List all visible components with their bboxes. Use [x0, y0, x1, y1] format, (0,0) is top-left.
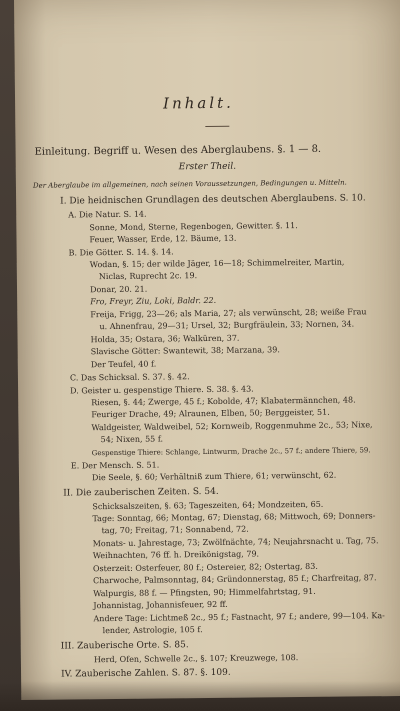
toc-entry: Holda, 35; Ostara, 36; Walküren, 37.	[90, 333, 240, 345]
toc-subsection-e: E. Der Mensch. S. 51.	[70, 460, 160, 471]
toc-entry: Feuer, Wasser, Erde, 12. Bäume, 13.	[89, 233, 237, 245]
toc-entry: Tage: Sonntag, 66; Montag, 67; Dienstag, 68; Mittwoch, 69; Donners-	[92, 511, 376, 524]
book-page	[14, 0, 400, 700]
toc-entry: Slavische Götter: Swantewit, 38; Marzana, 39.	[90, 345, 280, 357]
toc-entry: Feuriger Drache, 49; Alraunen, Elben, 50; Berggeister, 51.	[91, 407, 330, 420]
toc-subsection-b: B. Die Götter. S. 14. §. 14.	[68, 247, 174, 258]
toc-entry: Sonne, Mond, Sterne, Regenbogen, Gewitter. §. 11.	[89, 221, 298, 233]
toc-entry: Johannistag, Johannisfeuer, 92 ff.	[93, 599, 228, 611]
toc-subsection-a: A. Die Natur. S. 14.	[68, 209, 147, 220]
toc-entry: Wodan, §. 15; der wilde Jäger, 16—18; Schimmelreiter, Martin,	[89, 257, 345, 270]
toc-entry: Schicksalszeiten, §. 63; Tageszeiten, 64; Mondzeiten, 65.	[92, 499, 324, 512]
toc-entry: tag, 70; Freitag, 71; Sonnabend, 72.	[101, 524, 249, 536]
toc-entry: Der Teufel, 40 f.	[90, 359, 157, 370]
toc-entry: Riesen, §. 44; Zwerge, 45 f.; Kobolde, 47; Klabatermännchen, 48.	[91, 395, 356, 408]
page-shadow	[0, 681, 400, 711]
toc-entry: Die Seele, §. 60; Verhältniß zum Thiere, 61; verwünscht, 62.	[91, 470, 337, 483]
toc-entry: Donar, 20. 21.	[89, 284, 148, 295]
part-heading: Erster Theil.	[178, 161, 237, 173]
toc-entry: Freija, Frigg, 23—26; als Maria, 27; als verwünscht, 28; weiße Frau	[90, 307, 367, 320]
toc-entry: Monats- u. Jahrestage, 73; Zwölfnächte, 74; Neujahrsnacht u. Tag, 75.	[92, 536, 379, 549]
page-title: Inhalt.	[162, 93, 234, 113]
toc-entry: Osterzeit: Osterfeuer, 80 f.; Ostereier, 82; Ostertag, 83.	[92, 561, 318, 574]
toc-subsection-d: D. Geister u. gespenstige Thiere. S. 38. §. 43.	[70, 384, 254, 396]
toc-entry: Gespenstige Thiere: Schlange, Lintwurm, Drache 2c., 57 f.; andere Thiere, 59.	[91, 446, 371, 458]
toc-entry: Walpurgis, 88 f. — Pfingsten, 90; Himmelfahrtstag, 91.	[93, 586, 316, 599]
title-rule	[205, 126, 229, 127]
toc-entry: Charwoche, Palmsonntag, 84; Gründonnerstag, 85 f.; Charfreitag, 87.	[93, 573, 377, 586]
part-subtitle: Der Aberglaube im allgemeinen, nach seinen Voraussetzungen, Bedingungen u. Mitteln.	[32, 178, 347, 190]
toc-section-4: IV. Zauberische Zahlen. S. 87. §. 109.	[61, 667, 231, 680]
toc-section-1: I. Die heidnischen Grundlagen des deutschen Aberglaubens. S. 10.	[60, 193, 366, 207]
toc-section-3: III. Zauberische Orte. S. 85.	[60, 640, 189, 652]
toc-entry: Waldgeister, Waldweibel, 52; Kornweib, Roggenmuhme 2c., 53; Nixe,	[91, 420, 373, 433]
toc-entry: Andere Tage: Lichtmeß 2c., 95 f.; Fastnacht, 97 f.; andere, 99—104. Ka-	[93, 611, 385, 624]
toc-entry: Niclas, Ruprecht 2c. 19.	[98, 271, 198, 282]
toc-entry: Fro, Freyr, Ziu, Loki, Baldr. 22.	[90, 295, 217, 307]
toc-entry: u. Ahnenfrau, 29—31; Ursel, 32; Burgfräulein, 33; Nornen, 34.	[99, 319, 355, 332]
toc-section-2: II. Die zauberischen Zeiten. S. 54.	[63, 486, 219, 499]
toc-entry: 54; Nixen, 55 f.	[100, 434, 164, 445]
toc-introduction: Einleitung. Begriff u. Wesen des Aberglaubens. §. 1 — 8.	[34, 143, 322, 158]
toc-entry: Weihnachten, 76 ff. h. Dreikönigstag, 79.	[92, 549, 260, 561]
toc-subsection-c: C. Das Schicksal. S. 37. §. 42.	[69, 372, 190, 383]
toc-entry: Herd, Ofen, Schwelle 2c., §. 107; Kreuzwege, 108.	[93, 653, 299, 665]
toc-entry: lender, Astrologie, 105 f.	[102, 625, 203, 636]
